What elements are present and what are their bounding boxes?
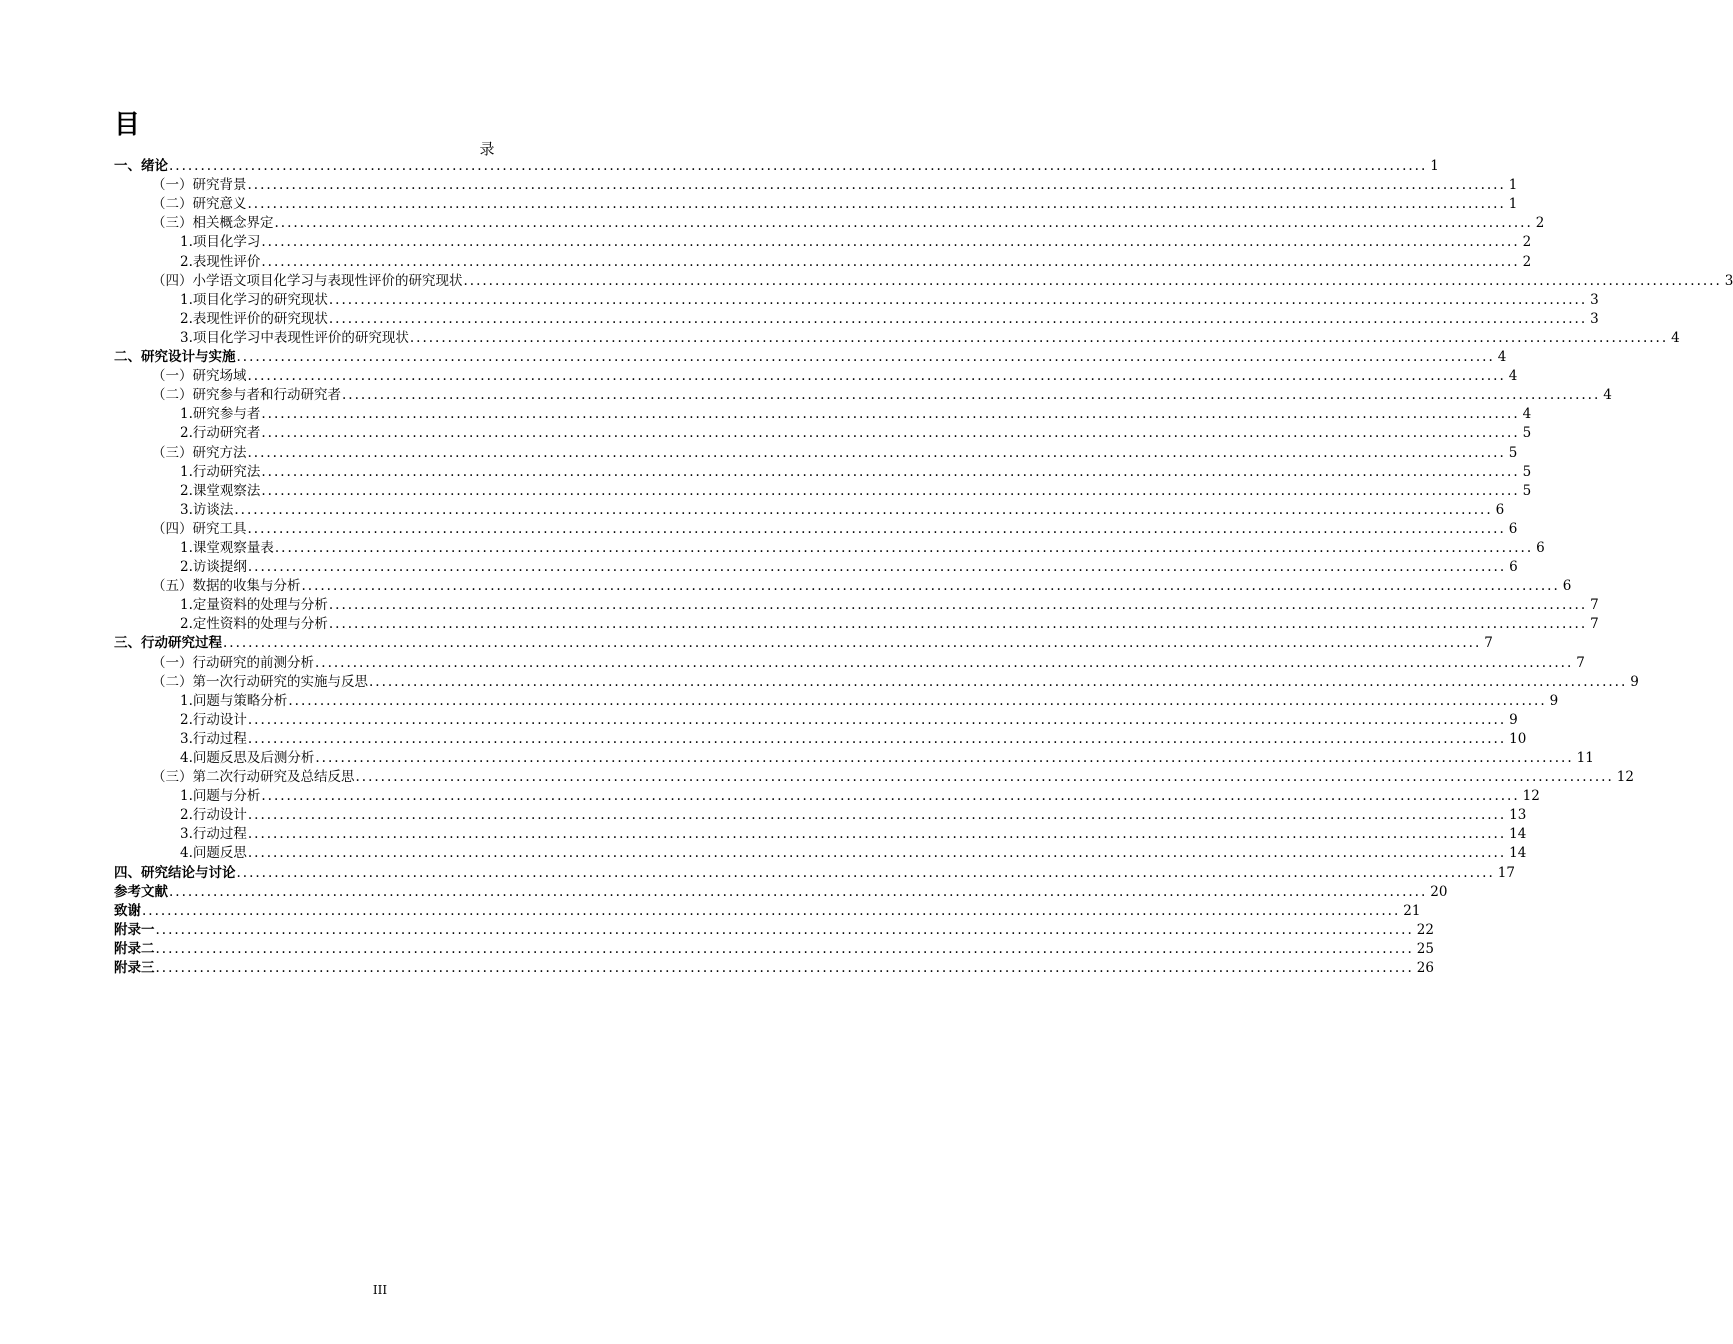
toc-dot-leader: ........................................................................................................................................................................................................ bbox=[247, 826, 1507, 843]
toc-entry[interactable] bbox=[114, 405, 1532, 424]
toc-dot-leader: ........................................................................................................................................................................................................ bbox=[274, 539, 1534, 556]
toc-dot-leader: ........................................................................................................................................................................................................ bbox=[328, 291, 1588, 308]
toc-entry[interactable] bbox=[114, 424, 1532, 443]
toc-entry-title: 1.项目化学习的研究现状 bbox=[180, 291, 328, 308]
toc-entry-title: （二）研究意义 bbox=[152, 196, 247, 213]
toc-dot-leader: ........................................................................................................................................................................................................ bbox=[261, 482, 1520, 499]
toc-entry[interactable] bbox=[114, 711, 1518, 730]
toc-entry[interactable] bbox=[114, 463, 1532, 482]
toc-entry-page: 2 bbox=[1535, 215, 1545, 232]
toc-dot-leader: ........................................................................................................................................................................................................ bbox=[155, 960, 1414, 977]
toc-entry-title: 3.访谈法 bbox=[180, 501, 234, 518]
toc-entry[interactable] bbox=[114, 233, 1532, 252]
toc-entry[interactable] bbox=[114, 615, 1599, 634]
toc-dot-leader: ........................................................................................................................................................................................................ bbox=[247, 196, 1506, 213]
toc-entry-page: 25 bbox=[1416, 940, 1434, 957]
toc-dot-leader: ........................................................................................................................................................................................................ bbox=[236, 864, 1495, 881]
toc-dot-leader: ........................................................................................................................................................................................................ bbox=[247, 730, 1507, 747]
toc-entry[interactable] bbox=[114, 787, 1540, 806]
toc-entry-page: 2 bbox=[1522, 234, 1532, 251]
toc-heading-part2: 录 bbox=[479, 140, 495, 158]
toc-entry[interactable] bbox=[114, 730, 1527, 749]
toc-dot-leader: ........................................................................................................................................................................................................ bbox=[247, 845, 1507, 862]
toc-entry-title: （三）相关概念界定 bbox=[152, 215, 274, 232]
toc-entry[interactable] bbox=[114, 176, 1518, 195]
toc-entry-title: 一、绪论 bbox=[114, 158, 168, 175]
toc-entry[interactable] bbox=[114, 214, 1545, 233]
toc-entry[interactable] bbox=[114, 272, 1733, 291]
toc-dot-leader: ........................................................................................................................................................................................................ bbox=[169, 883, 1428, 900]
toc-dot-leader: ........................................................................................................................................................................................................ bbox=[315, 750, 1574, 766]
toc-dot-leader: ........................................................................................................................................................................................................ bbox=[247, 520, 1506, 537]
toc-entry-page: 12 bbox=[1616, 769, 1634, 786]
toc-entry-title: 1.项目化学习 bbox=[180, 234, 261, 251]
toc-entry[interactable] bbox=[114, 558, 1518, 577]
toc-entry-title: （二）第一次行动研究的实施与反思 bbox=[152, 673, 368, 690]
toc-entry-title: 1.问题与分析 bbox=[180, 788, 261, 805]
toc-entry[interactable] bbox=[114, 634, 1493, 653]
toc-dot-leader: ........................................................................................................................................................................................................ bbox=[409, 329, 1669, 346]
toc-entry[interactable] bbox=[114, 825, 1527, 844]
toc-entry[interactable] bbox=[114, 577, 1572, 596]
toc-dot-leader: ........................................................................................................................................................................................................ bbox=[247, 368, 1506, 385]
page-number: III bbox=[372, 1283, 388, 1297]
toc-entry-page: 4 bbox=[1671, 329, 1680, 346]
toc-entry[interactable] bbox=[114, 329, 1680, 348]
toc-entry[interactable] bbox=[114, 291, 1599, 310]
toc-dot-leader: ........................................................................................................................................................................................................ bbox=[223, 635, 1482, 652]
toc-dot-leader: ........................................................................................................................................................................................................ bbox=[261, 234, 1520, 251]
toc-entry-page: 12 bbox=[1522, 788, 1540, 805]
toc-dot-leader: ........................................................................................................................................................................................................ bbox=[247, 711, 1507, 728]
toc-entry-page: 21 bbox=[1403, 902, 1421, 919]
toc-entry-title: （二）研究参与者和行动研究者 bbox=[152, 387, 341, 404]
toc-dot-leader: ........................................................................................................................................................................................................ bbox=[234, 501, 1493, 518]
toc-entry-title: 附录二 bbox=[114, 940, 155, 957]
toc-entry-page: 7 bbox=[1590, 616, 1599, 633]
toc-entry-title: 四、研究结论与讨论 bbox=[114, 864, 236, 881]
toc-entry-title: （一）行动研究的前测分析 bbox=[152, 654, 314, 671]
toc-entry-page: 14 bbox=[1509, 826, 1527, 843]
toc-entry-title: 附录一 bbox=[114, 921, 155, 938]
toc-dot-leader: ........................................................................................................................................................................................................ bbox=[142, 902, 1401, 919]
toc-entry-page: 5 bbox=[1522, 482, 1532, 499]
toc-entry-page: 1 bbox=[1508, 177, 1518, 194]
toc-entry-page: 1 bbox=[1430, 158, 1439, 175]
toc-entry-title: 3.行动过程 bbox=[180, 826, 247, 843]
toc-entry-page: 6 bbox=[1509, 559, 1518, 576]
toc-dot-leader: ........................................................................................................................................................................................................ bbox=[261, 788, 1520, 805]
toc-entry[interactable] bbox=[114, 844, 1527, 863]
toc-entry[interactable] bbox=[114, 959, 1434, 978]
toc-dot-leader: ........................................................................................................................................................................................................ bbox=[247, 177, 1506, 194]
toc-entry-page: 4 bbox=[1603, 387, 1612, 404]
toc-entry[interactable] bbox=[114, 310, 1599, 329]
toc-entry[interactable] bbox=[114, 921, 1434, 940]
toc-dot-leader: ........................................................................................................................................................................................................ bbox=[328, 310, 1588, 327]
toc-entry-title: 1.研究参与者 bbox=[180, 406, 261, 423]
toc-entry[interactable] bbox=[114, 348, 1507, 367]
toc-entry-page: 9 bbox=[1549, 692, 1559, 709]
toc-dot-leader: ........................................................................................................................................................................................................ bbox=[247, 444, 1506, 461]
toc-entry[interactable] bbox=[114, 863, 1515, 882]
toc-entry-page: 11 bbox=[1576, 750, 1594, 766]
toc-entry-page: 6 bbox=[1536, 539, 1545, 556]
toc-dot-leader: ........................................................................................................................................................................................................ bbox=[261, 406, 1520, 423]
toc-entry-title: （一）研究背景 bbox=[152, 177, 247, 194]
toc-entry-title: 1.定量资料的处理与分析 bbox=[180, 597, 328, 614]
toc-entry-page: 13 bbox=[1509, 807, 1527, 824]
toc-entry[interactable] bbox=[114, 367, 1518, 386]
toc-entry-title: 1.问题与策略分析 bbox=[180, 692, 288, 709]
toc-dot-leader: ........................................................................................................................................................................................................ bbox=[328, 616, 1588, 633]
toc-entry[interactable] bbox=[114, 883, 1448, 902]
toc-entry-page: 6 bbox=[1495, 501, 1505, 518]
toc-entry-title: 致谢 bbox=[114, 902, 141, 919]
toc-entry-page: 6 bbox=[1508, 520, 1518, 537]
toc-entry[interactable] bbox=[114, 940, 1434, 959]
toc-entry-title: 2.行动研究者 bbox=[180, 425, 261, 442]
toc-entry-page: 1 bbox=[1508, 196, 1518, 213]
toc-entry[interactable] bbox=[114, 673, 1639, 692]
toc-entry-title: 1.课堂观察量表 bbox=[180, 539, 274, 556]
toc-entry-title: 2.定性资料的处理与分析 bbox=[180, 616, 328, 633]
toc-entry-title: 二、研究设计与实施 bbox=[114, 349, 236, 366]
toc-entry[interactable] bbox=[114, 443, 1518, 462]
toc-entry[interactable] bbox=[114, 520, 1518, 539]
toc-entry[interactable] bbox=[114, 386, 1612, 405]
toc-entry[interactable] bbox=[114, 653, 1585, 672]
toc-dot-leader: ........................................................................................................................................................................................................ bbox=[463, 272, 1722, 289]
toc-entry-title: （四）研究工具 bbox=[152, 520, 247, 537]
toc-entry-page: 10 bbox=[1509, 730, 1527, 747]
toc-entry-page: 26 bbox=[1416, 960, 1434, 977]
toc-dot-leader: ........................................................................................................................................................................................................ bbox=[261, 425, 1520, 442]
toc-dot-leader: ........................................................................................................................................................................................................ bbox=[328, 597, 1588, 614]
toc-dot-leader: ........................................................................................................................................................................................................ bbox=[261, 253, 1520, 270]
toc-entry[interactable] bbox=[114, 157, 1439, 176]
toc-dot-leader: ........................................................................................................................................................................................................ bbox=[247, 807, 1507, 824]
toc-entry-page: 9 bbox=[1630, 673, 1639, 690]
toc-dot-leader: ........................................................................................................................................................................................................ bbox=[261, 463, 1520, 480]
toc-entry[interactable] bbox=[114, 539, 1545, 558]
toc-entry-title: 2.访谈提纲 bbox=[180, 559, 247, 576]
toc-entry-title: 2.表现性评价的研究现状 bbox=[180, 310, 328, 327]
toc-entry-page: 20 bbox=[1430, 883, 1448, 900]
toc-entry-page: 5 bbox=[1522, 463, 1532, 480]
toc-entry-page: 4 bbox=[1522, 406, 1532, 423]
toc-entry-title: （五）数据的收集与分析 bbox=[152, 578, 301, 595]
toc-entry-title: 4.问题反思及后测分析 bbox=[180, 750, 315, 766]
toc-entry[interactable] bbox=[114, 768, 1634, 787]
toc-entry-page: 4 bbox=[1497, 349, 1507, 366]
toc-dot-leader: ........................................................................................................................................................................................................ bbox=[369, 673, 1628, 690]
toc-entry-page: 6 bbox=[1562, 578, 1572, 595]
toc-entry[interactable] bbox=[114, 596, 1599, 615]
toc-entry-title: 参考文献 bbox=[114, 883, 168, 900]
toc-entry[interactable] bbox=[114, 806, 1527, 825]
toc-entry-page: 7 bbox=[1576, 654, 1585, 671]
toc-entry-page: 22 bbox=[1416, 921, 1434, 938]
toc-entry[interactable] bbox=[114, 501, 1505, 520]
toc-entry-title: 3.项目化学习中表现性评价的研究现状 bbox=[180, 329, 409, 346]
toc-entry-title: （三）研究方法 bbox=[152, 444, 247, 461]
toc-dot-leader: ........................................................................................................................................................................................................ bbox=[301, 578, 1560, 595]
toc-entry-title: （一）研究场域 bbox=[152, 368, 247, 385]
toc-entry-page: 14 bbox=[1509, 845, 1527, 862]
toc-entry-page: 3 bbox=[1590, 291, 1599, 308]
toc-dot-leader: ........................................................................................................................................................................................................ bbox=[155, 921, 1414, 938]
toc-entry-title: 三、行动研究过程 bbox=[114, 635, 222, 652]
toc-entry-title: 2.行动设计 bbox=[180, 711, 247, 728]
toc-dot-leader: ........................................................................................................................................................................................................ bbox=[155, 940, 1414, 957]
toc-entry[interactable] bbox=[114, 749, 1594, 768]
toc-entry-title: （三）第二次行动研究及总结反思 bbox=[152, 769, 355, 786]
toc-entry-title: 4.问题反思 bbox=[180, 845, 247, 862]
toc-entry-title: 附录三 bbox=[114, 960, 155, 977]
toc-entry[interactable] bbox=[114, 252, 1532, 271]
toc-dot-leader: ........................................................................................................................................................................................................ bbox=[315, 654, 1574, 671]
toc-entry-page: 9 bbox=[1509, 711, 1518, 728]
toc-entry-title: 3.行动过程 bbox=[180, 730, 247, 747]
toc-entry-title: 2.课堂观察法 bbox=[180, 482, 261, 499]
toc-entry-title: 2.表现性评价 bbox=[180, 253, 261, 270]
table-of-contents bbox=[114, 157, 1733, 978]
toc-entry-page: 2 bbox=[1522, 253, 1532, 270]
toc-entry-page: 7 bbox=[1484, 635, 1493, 652]
toc-heading-part1: 目 bbox=[114, 110, 141, 140]
toc-entry-title: 1.行动研究法 bbox=[180, 463, 261, 480]
toc-entry-page: 4 bbox=[1508, 368, 1518, 385]
toc-dot-leader: ........................................................................................................................................................................................................ bbox=[288, 692, 1547, 709]
toc-dot-leader: ........................................................................................................................................................................................................ bbox=[274, 215, 1533, 232]
toc-entry[interactable] bbox=[114, 692, 1559, 711]
toc-entry-page: 5 bbox=[1508, 444, 1518, 461]
toc-dot-leader: ........................................................................................................................................................................................................ bbox=[355, 769, 1614, 786]
toc-entry-page: 17 bbox=[1497, 864, 1515, 881]
toc-entry-page: 3 bbox=[1724, 272, 1733, 289]
toc-dot-leader: ........................................................................................................................................................................................................ bbox=[342, 387, 1601, 404]
toc-entry[interactable] bbox=[114, 195, 1518, 214]
toc-dot-leader: ........................................................................................................................................................................................................ bbox=[169, 158, 1428, 175]
toc-entry-page: 5 bbox=[1522, 425, 1532, 442]
toc-entry-title: 2.行动设计 bbox=[180, 807, 247, 824]
toc-dot-leader: ........................................................................................................................................................................................................ bbox=[236, 349, 1495, 366]
toc-entry[interactable] bbox=[114, 482, 1532, 501]
toc-entry-page: 7 bbox=[1590, 597, 1599, 614]
toc-entry-page: 3 bbox=[1590, 310, 1599, 327]
toc-entry[interactable] bbox=[114, 902, 1421, 921]
toc-dot-leader: ........................................................................................................................................................................................................ bbox=[247, 559, 1507, 576]
toc-entry-title: （四）小学语文项目化学习与表现性评价的研究现状 bbox=[152, 272, 463, 289]
